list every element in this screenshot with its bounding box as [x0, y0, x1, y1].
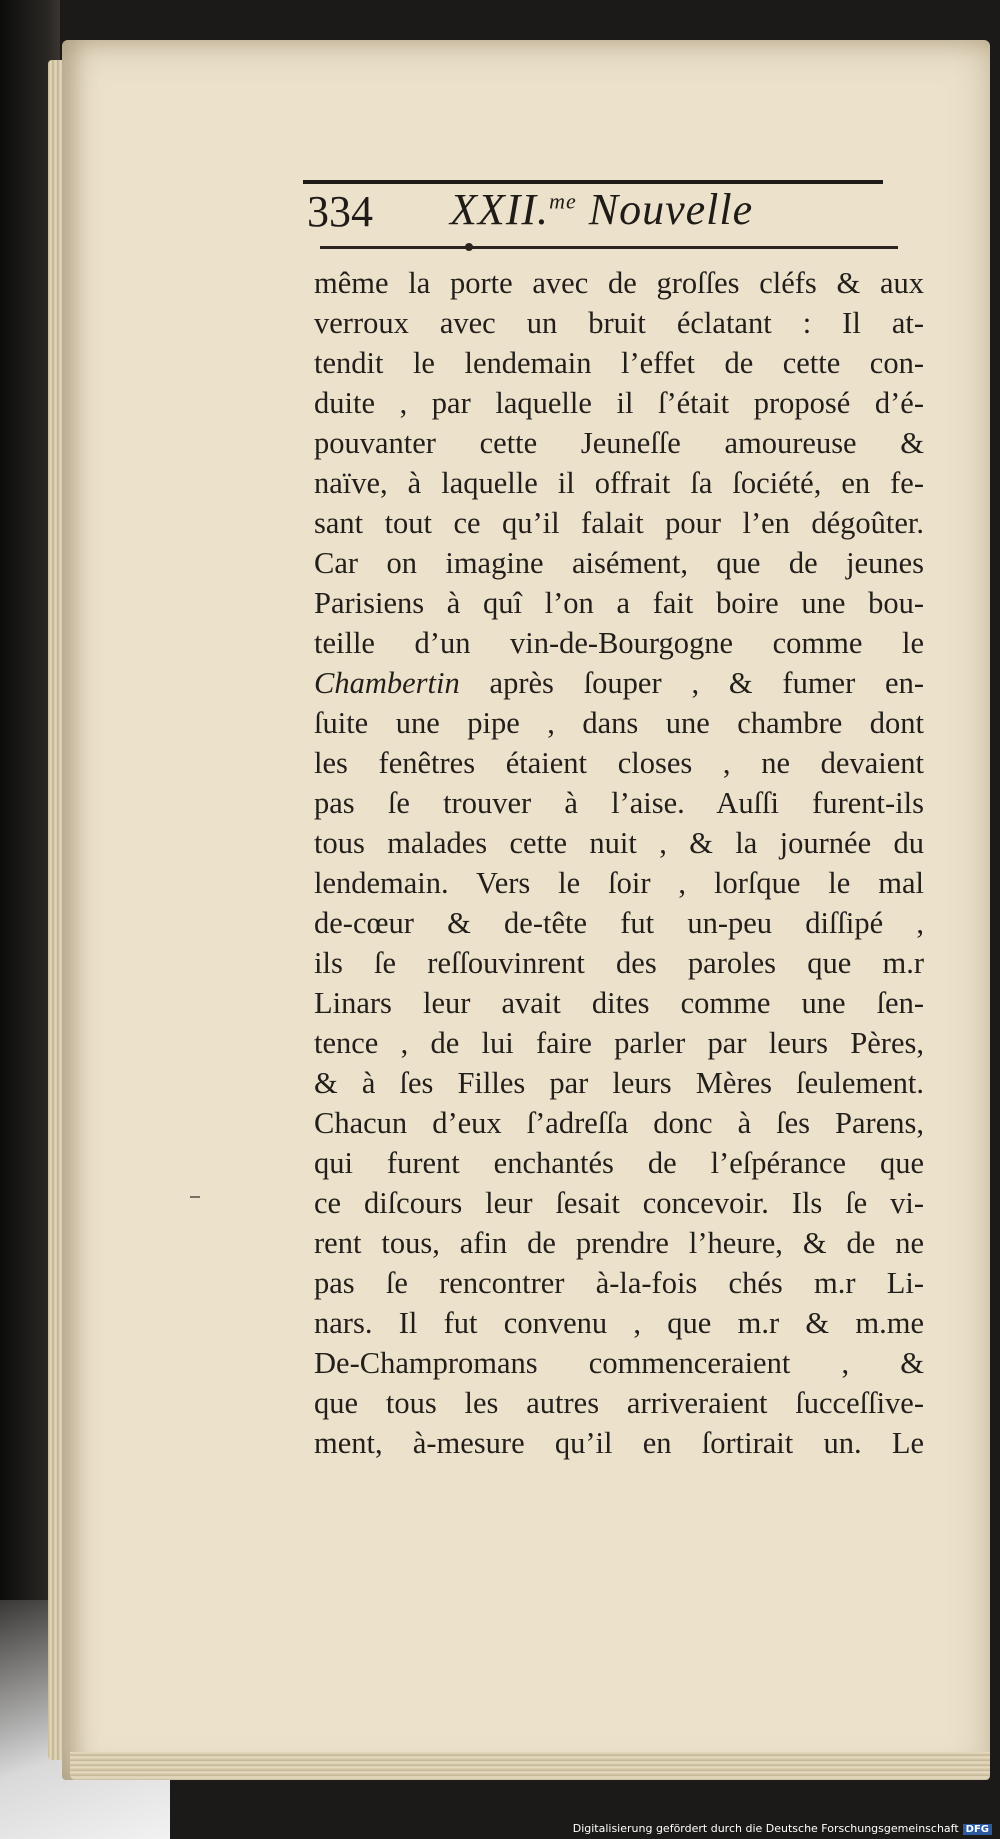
- text-line: qui furent enchantés de l’eſpérance que: [314, 1146, 924, 1180]
- text-line: Chambertin après ſouper , & fumer en-: [314, 666, 924, 700]
- text-line: tendit le lendemain l’effet de cette con-: [314, 346, 924, 380]
- text-line: tous malades cette nuit , & la journée du: [314, 826, 924, 860]
- text-line: même la porte avec de groſſes cléfs & aux: [314, 266, 924, 300]
- text-line: nars. Il fut convenu , que m.r & m.me: [314, 1306, 924, 1340]
- text-line: pouvanter cette Jeuneſſe amoureuse &: [314, 426, 924, 460]
- page-bottom-edge: [70, 1752, 990, 1780]
- text-line: pas ſe trouver à l’aise. Auſſi furent-ils: [314, 786, 924, 820]
- text-line: ſuite une pipe , dans une chambre dont: [314, 706, 924, 740]
- running-title-suffix: me: [549, 188, 577, 214]
- text-line: teille d’un vin-de-Bourgogne comme le: [314, 626, 924, 660]
- text-line: verroux avec un bruit éclatant : Il at-: [314, 306, 924, 340]
- text-line: Car on imagine aisément, que de jeunes: [314, 546, 924, 580]
- running-title: [450, 184, 753, 235]
- text-line: que tous les autres arriveraient ſucceſſive-: [314, 1386, 924, 1420]
- margin-mark: [190, 1196, 200, 1198]
- text-line: pas ſe rencontrer à-la-fois chés m.r Li-: [314, 1266, 924, 1300]
- running-title-numeral: XXII.: [450, 185, 550, 234]
- text-line: tence , de lui faire parler par leurs Pères,: [314, 1026, 924, 1060]
- text-line: rent tous, afin de prendre l’heure, & de ne: [314, 1226, 924, 1260]
- text-line: De-Champromans commenceraient , &: [314, 1346, 924, 1380]
- credit-text: Digitalisierung gefördert durch die Deutsche Forschungsgemeinschaft: [572, 1822, 959, 1835]
- page-number: 334: [307, 187, 373, 236]
- text-line: duite , par laquelle il ſ’était proposé d’é-: [314, 386, 924, 420]
- text-line: lendemain. Vers le ſoir , lorſque le mal: [314, 866, 924, 900]
- italic-word: Chambertin: [314, 666, 460, 700]
- header-rule-bottom: [320, 246, 898, 249]
- text-line: les fenêtres étaient closes , ne devaient: [314, 746, 924, 780]
- body-text: [314, 263, 924, 1463]
- text-line: Linars leur avait dites comme une ſen-: [314, 986, 924, 1020]
- text-line: ils ſe reſſouvinrent des paroles que m.r: [314, 946, 924, 980]
- text-line: ce diſcours leur ſesait concevoir. Ils ſe vi-: [314, 1186, 924, 1220]
- running-title-word: Nouvelle: [576, 185, 754, 234]
- text-line: de-cœur & de-tête fut un-peu diſſipé ,: [314, 906, 924, 940]
- text-line: & à ſes Filles par leurs Mères ſeulement.: [314, 1066, 924, 1100]
- text-line: Parisiens à quî l’on a fait boire une bou-: [314, 586, 924, 620]
- text-line: Chacun d’eux ſ’adreſſa donc à ſes Parens,: [314, 1106, 924, 1140]
- digitization-credit: [573, 1822, 992, 1835]
- text-line: naïve, à laquelle il offrait ſa ſociété, en fe-: [314, 466, 924, 500]
- dfg-logo: DFG: [963, 1824, 992, 1835]
- text-line: ment, à-mesure qu’il en ſortirait un. Le: [314, 1426, 924, 1460]
- text-line: sant tout ce qu’il falait pour l’en dégoûter.: [314, 506, 924, 540]
